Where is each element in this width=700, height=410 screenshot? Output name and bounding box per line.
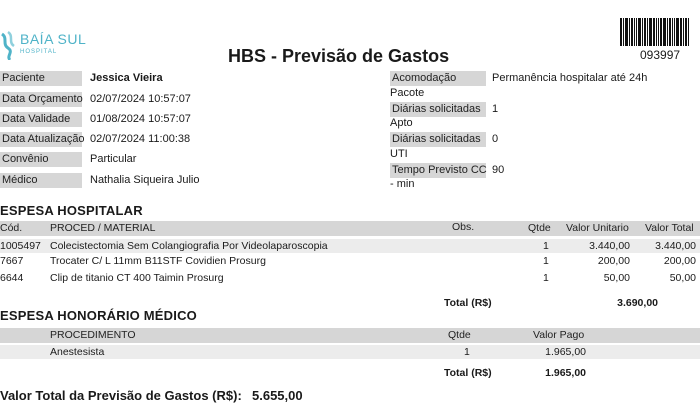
- despesa-hospitalar-title: ESPESA HOSPITALAR: [0, 203, 143, 218]
- col-proced: PROCED / MATERIAL: [50, 222, 156, 234]
- table-row-qtde: 1: [543, 255, 549, 267]
- table-row-desc: Clip de titanio CT 400 Taimin Prosurg: [50, 272, 224, 284]
- diarias-uti-value: 0: [492, 133, 499, 145]
- col-procedimento: PROCEDIMENTO: [50, 329, 136, 341]
- data-validade-label: Data Validade: [0, 112, 82, 127]
- data-atualizacao-label: Data Atualização: [2, 133, 85, 145]
- honorario-row-valor: 1.965,00: [545, 346, 586, 358]
- hospitalar-total-label: Total (R$): [444, 297, 492, 309]
- diarias-apto-label: Diárias solicitadas: [390, 102, 486, 117]
- hospital-logo: [0, 28, 87, 60]
- table-row-total: 50,00: [669, 272, 696, 284]
- convenio-label: Convênio: [0, 152, 82, 167]
- despesa-honorario-title: ESPESA HONORÁRIO MÉDICO: [0, 308, 197, 323]
- grand-total-value: 5.655,00: [252, 388, 303, 403]
- hospitalar-total-value: 3.690,00: [617, 297, 658, 309]
- col-valor-unit: Valor Unitario: [566, 222, 629, 234]
- uti-text: UTI: [390, 148, 408, 160]
- col-honorario-qtde: Qtde: [448, 329, 471, 341]
- table-row-total: 200,00: [663, 255, 696, 267]
- logo-wave-icon: [0, 30, 16, 60]
- table-row-total: 3.440,00: [655, 240, 696, 252]
- grand-total-label: Valor Total da Previsão de Gastos (R$):: [0, 388, 242, 403]
- table-row-desc: Trocater C/ L 11mm B11STF Covidien Prosurg: [50, 255, 266, 267]
- barcode: [620, 18, 696, 46]
- honorario-row-qtde: 1: [464, 346, 470, 358]
- table-row-cod: 7667: [0, 255, 24, 267]
- convenio-value: Particular: [90, 153, 137, 165]
- diarias-apto-value: 1: [492, 103, 499, 115]
- data-atualizacao-value: 02/07/2024 11:00:38: [90, 133, 191, 145]
- table-row-unit: 3.440,00: [589, 240, 630, 252]
- apto-text: Apto: [390, 117, 413, 129]
- paciente-value: Jessica Vieira: [90, 72, 163, 84]
- honorario-total-value: 1.965,00: [545, 367, 586, 379]
- tempo-label: Tempo Previsto CC: [392, 164, 487, 176]
- col-valor-pago: Valor Pago: [533, 329, 585, 341]
- pacote-text: Pacote: [390, 87, 425, 99]
- table-row-unit: 50,00: [603, 272, 630, 284]
- col-cod: Cód.: [0, 222, 23, 234]
- paciente-label: Paciente: [0, 71, 82, 86]
- data-orcamento-value: 02/07/2024 10:57:07: [90, 93, 191, 105]
- col-qtde: Qtde: [528, 222, 551, 234]
- diarias-uti-label: Diárias solicitadas: [390, 132, 486, 147]
- col-obs: Obs.: [452, 221, 475, 233]
- table-row-qtde: 1: [543, 272, 549, 284]
- medico-label: Médico: [0, 173, 82, 188]
- logo-brand: BAÍA SUL: [20, 31, 87, 47]
- medico-value: Nathalia Siqueira Julio: [90, 174, 200, 186]
- col-valor-total: Valor Total: [645, 222, 694, 234]
- acomodacao-label: Acomodação: [390, 71, 486, 86]
- data-orcamento-label: Data Orçamento: [2, 93, 83, 105]
- table-row-cod: 1005497: [0, 240, 41, 252]
- barcode-number: 093997: [640, 48, 681, 62]
- row-stripe: [0, 345, 700, 359]
- honorario-row-desc: Anestesista: [50, 346, 105, 358]
- data-validade-value: 01/08/2024 10:57:07: [90, 113, 191, 125]
- page-title: HBS - Previsão de Gastos: [228, 46, 450, 66]
- tempo-value: 90: [492, 164, 505, 176]
- table-row-desc: Colecistectomia Sem Colangiografia Por Videolaparoscopia: [50, 240, 328, 252]
- tempo-unit: - min: [390, 178, 415, 190]
- table-row-qtde: 1: [543, 240, 549, 252]
- honorario-total-label: Total (R$): [444, 367, 492, 379]
- table-row-cod: 6644: [0, 272, 24, 284]
- acomodacao-value: Permanência hospitalar até 24h: [492, 72, 648, 84]
- logo-sub: HOSPITAL: [20, 49, 58, 55]
- table-row-unit: 200,00: [597, 255, 630, 267]
